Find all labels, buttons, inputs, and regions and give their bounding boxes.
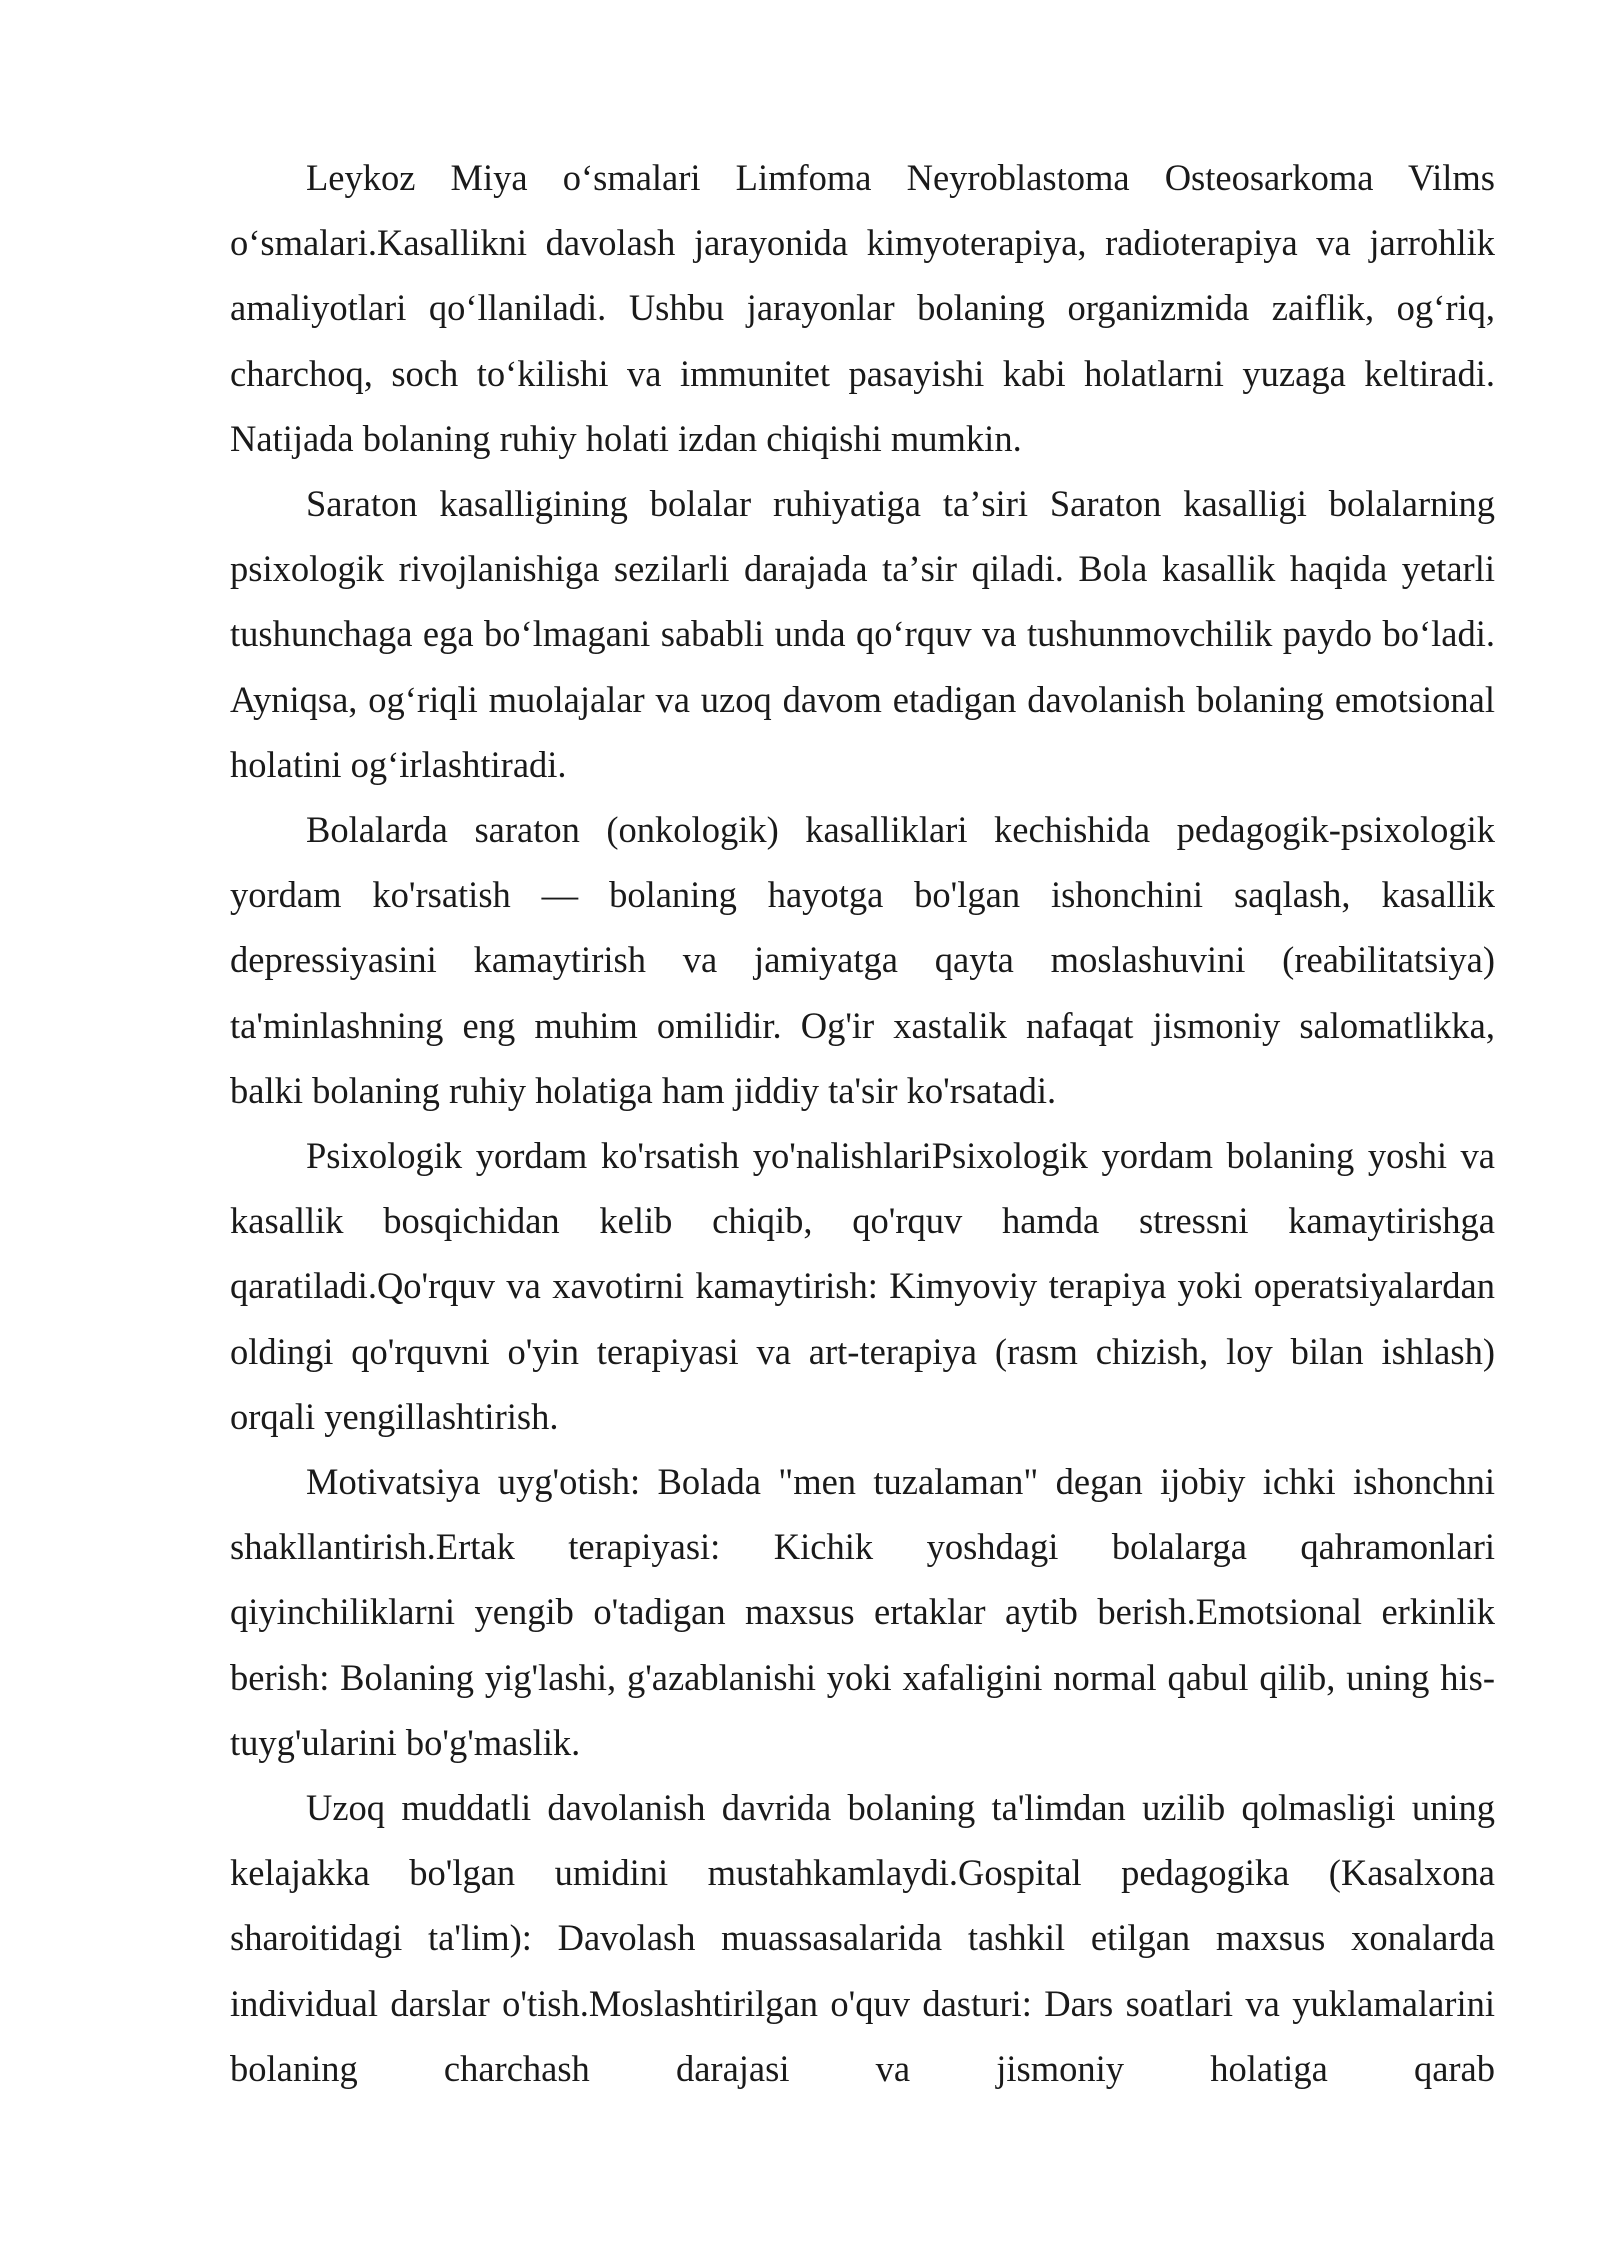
paragraph-psychological-help-directions: Psixologik yordam ko'rsatish yo'nalishlariPsixologik yordam bolaning yoshi va kasallik bosqichidan kelib chiqib, qo'rquv hamda stressni kamaytirishga qaratiladi.Qo'rquv va xavotirni kamaytirish: Kimyoviy terapiya yoki operatsiyalardan oldingi qo'rquvni o'yin terapiyasi va art-terapiya (rasm chizish, loy bilan ishlash) orqali yengillashtirish. bbox=[230, 1135, 1495, 1437]
paragraph-hospital-education: Uzoq muddatli davolanish davrida bolaning ta'limdan uzilib qolmasligi uning kelajakka bo'lgan umidini mustahkamlaydi.Gospital pedagogika (Kasalxona sharoitidagi ta'lim): Davolash muassasalarida tashkil etilgan maxsus xonalarda individual darslar o'tish.Moslashtirilgan o'quv dasturi: Dars soatlari va yuklamalarini bolaning charchash darajasi va jismoniy holatiga qarab bbox=[230, 1787, 1495, 2089]
paragraph-psychological-impact: Saraton kasalligining bolalar ruhiyatiga taʼsiri Saraton kasalligi bolalarning psixologik rivojlanishiga sezilarli darajada taʼsir qiladi. Bola kasallik haqida yetarli tushunchaga ega boʻlmagani sababli unda qoʻrquv va tushunmovchilik paydo boʻladi. Ayniqsa, ogʻriqli muolajalar va uzoq davom etadigan davolanish bolaning emotsional holatini ogʻirlashtiradi. bbox=[230, 483, 1495, 785]
paragraph-support-importance: Bolalarda saraton (onkologik) kasalliklari kechishida pedagogik-psixologik yordam ko'rsatish — bolaning hayotga bo'lgan ishonchini saqlash, kasallik depressiyasini kamaytirish va jamiyatga qayta moslashuvini (reabilitatsiya) ta'minlashning eng muhim omilidir. Og'ir xastalik nafaqat jismoniy salomatlikka, balki bolaning ruhiy holatiga ham jiddiy ta'sir ko'rsatadi. bbox=[230, 809, 1495, 1111]
paragraph-motivation: Motivatsiya uyg'otish: Bolada "men tuzalaman" degan ijobiy ichki ishonchni shakllantirish.Ertak terapiyasi: Kichik yoshdagi bolalarga qahramonlari qiyinchiliklarni yengib o'tadigan maxsus ertaklar aytib berish.Emotsional erkinlik berish: Bolaning yig'lashi, g'azablanishi yoki xafaligini normal qabul qilib, uning his-tuyg'ularini bo'g'maslik. bbox=[230, 1461, 1495, 1763]
document-body bbox=[230, 145, 1495, 2101]
paragraph-cancer-types: Leykoz Miya oʻsmalari Limfoma Neyroblastoma Osteosarkoma Vilms oʻsmalari.Kasallikni davolash jarayonida kimyoterapiya, radioterapiya va jarrohlik amaliyotlari qoʻllaniladi. Ushbu jarayonlar bolaning organizmida zaiflik, ogʻriq, charchoq, soch toʻkilishi va immunitet pasayishi kabi holatlarni yuzaga keltiradi. Natijada bolaning ruhiy holati izdan chiqishi mumkin. bbox=[230, 157, 1495, 459]
